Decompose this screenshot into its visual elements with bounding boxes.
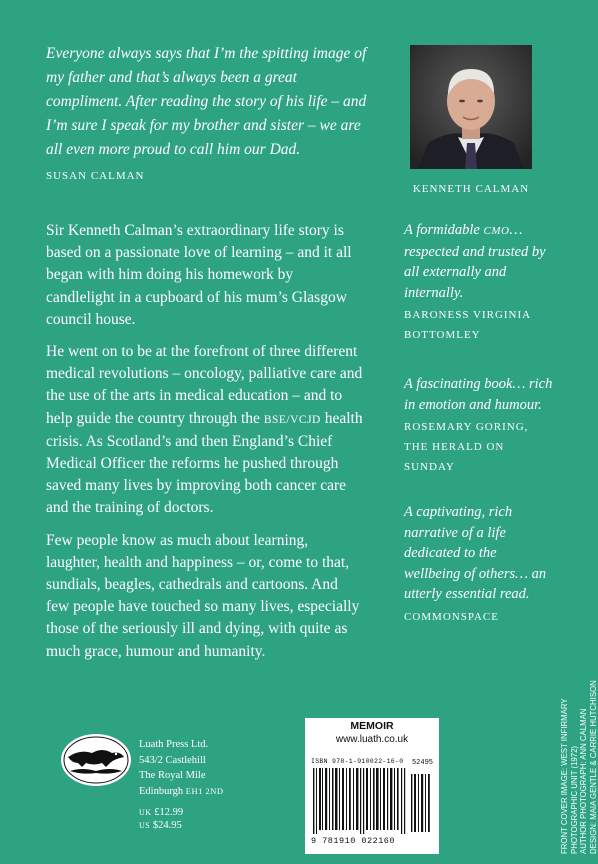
price-us-amount: $24.95 [152, 820, 182, 831]
barcode-digits: 9 781910 022160 [311, 836, 396, 846]
review-1 [404, 220, 554, 345]
book-blurb [46, 220, 364, 673]
publisher-website: www.luath.co.uk [335, 734, 409, 745]
cover-credits [560, 680, 598, 854]
review-1-attribution: BARONESS VIRGINIA BOTTOMLEY [404, 309, 531, 341]
blurb-paragraph-2-smallcaps: BSE/VCJD [263, 413, 321, 426]
credit-line-1: FRONT COVER IMAGE: WEST INFIRMARY [560, 698, 569, 854]
publisher-address-line-2: The Royal Mile [139, 770, 206, 781]
family-quote [46, 42, 376, 188]
luath-press-logo [60, 733, 132, 787]
publisher-postcode: EH1 2ND [185, 785, 224, 796]
review-1-quote [404, 220, 554, 303]
review-3 [404, 502, 554, 627]
isbn-label: ISBN 978-1-910022-16-0 [311, 758, 404, 765]
credit-line-4: DESIGN: MAIA GENTLE & CARRIE HUTCHISON [588, 680, 598, 854]
review-1-quote-smallcaps: CMO [483, 225, 510, 237]
author-portrait-image [410, 45, 532, 169]
review-1-quote-part-b: … respected and trusted by all externally and internally. [404, 222, 546, 301]
luath-dog-logo-icon [60, 733, 132, 787]
family-quote-attribution: SUSAN CALMAN [46, 170, 145, 182]
blurb-paragraph-2-part-a: He went on to be at the forefront of three different medical revolutions – oncology, palliative care and the use of the arts in medical education – and to help guide the country through the [46, 343, 363, 427]
publisher-address [139, 737, 224, 799]
credit-line-3: AUTHOR PHOTOGRAPH: ANN CALMAN [579, 708, 588, 854]
price-uk-currency: UK [139, 808, 152, 817]
publisher-address-line-1: 543/2 Castlehill [139, 754, 206, 766]
genre-label: MEMOIR [350, 720, 394, 732]
prices [139, 806, 183, 832]
blurb-paragraph-3: Few people know as much about learning, laughter, health and happiness – or, come to that, sundials, beagles, cathedrals and cartoons. And few people have touched so many lives, especially those of the seriously ill and dying, with quite as much grace, humour and humanity. [46, 531, 360, 660]
price-uk [139, 806, 183, 819]
review-2-attribution: ROSEMARY GORING, THE HERALD ON SUNDAY [404, 421, 529, 473]
price-uk-amount: £12.99 [154, 807, 184, 818]
review-2 [404, 374, 554, 477]
review-1-quote-part-a: A formidable [404, 222, 484, 238]
review-3-attribution: COMMONSPACE [404, 610, 499, 623]
family-quote-text: Everyone always says that I’m the spitting image of my father and that’s always been a great compliment. After reading the story of his life – and I’m sure I speak for my brother and sister – we are all even more proud to call him our Dad. [46, 45, 367, 158]
blurb-paragraph-1: Sir Kenneth Calman’s extraordinary life story is based on a passionate love of learning – and it all began with him doing his homework by candlelight in a cupboard of his mum’s Glasgow council house. [46, 222, 352, 328]
barcode-icon [311, 768, 433, 836]
author-photo-caption: KENNETH CALMAN [412, 183, 530, 195]
publisher-address-line-3 [139, 784, 224, 800]
barcode-addon-number: 52495 [411, 759, 433, 767]
publisher-name: Luath Press Ltd. [139, 739, 209, 750]
price-us [139, 819, 183, 832]
blurb-paragraph-2-part-b: health crisis. As Scotland’s and then England’s Chief Medical Officer the reforms he pushed through saved many lives by improving both cancer care and the training of doctors. [46, 409, 363, 517]
review-2-quote: A fascinating book… rich in emotion and humour. [404, 376, 553, 413]
price-us-currency: US [139, 821, 151, 830]
blurb-paragraph-2 [46, 341, 364, 520]
barcode-panel [305, 718, 439, 854]
credit-line-2: PHOTOGRAPHIC UNIT (1972) [569, 745, 579, 854]
review-3-quote: A captivating, rich narrative of a life dedicated to the wellbeing of others… an utterly essential read. [404, 504, 547, 602]
author-photo [410, 45, 532, 169]
publisher-city: Edinburgh [139, 785, 186, 797]
